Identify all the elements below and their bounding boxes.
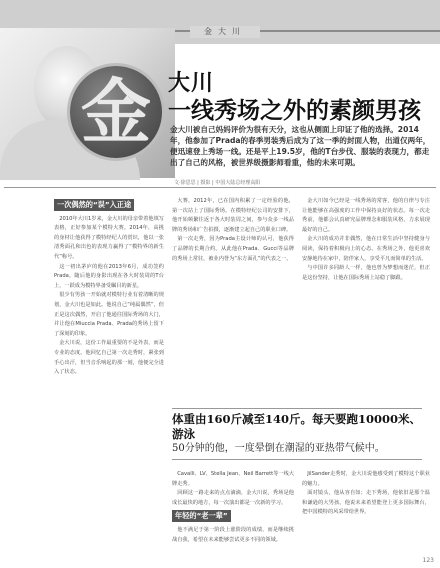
column-3-continued bbox=[302, 470, 430, 518]
pull-quote bbox=[172, 408, 422, 460]
headline-name: 大川 bbox=[168, 70, 215, 96]
paragraph: 很少有男孩一开始就对模特行业有着清晰的规划，金大川也是如此。他说自己“纯属偶然”，但正是这次偶然，开启了他通往国际秀场的大门，并让他在Miuccia Prada、Prada的秀场上留下了深刻的印象。 bbox=[54, 292, 164, 337]
paragraph: 这一初出茅庐的他在2013年6月，成功签约Prada。随后他的身影出现在各大时装周的T台上，一跃成为模特界备受瞩目的新星。 bbox=[54, 263, 164, 289]
paragraph: 金大川的成功并非偶然，他在日常生活中坚持健身与阅读，保持着积极向上的心态。在秀场之外，他更喜欢安静地待在家中，陪伴家人，享受平凡而简单的生活。 bbox=[302, 236, 430, 262]
column-3 bbox=[302, 197, 430, 283]
lead-paragraph: 金大川被自己妈妈评价为很有天分，这也从侧面上印证了他的选择。2014年，他参加了Prada的春季男装秀后成为了这一季的封面人物，出道仅两年，便迅速登上秀场一线。还是平上19.5岁，他的T台步伐、服装的表现力，都走出了自己的风格，被世界级摄影师看重，他的未来可期。 bbox=[170, 125, 431, 167]
paragraph: 与中国许多同龄人一样，他也曾为梦想而迷茫，但正是这份坚持，让他在国际秀场上站稳了脚跟。 bbox=[302, 265, 430, 281]
paragraph: Cavalli、LV、Stella Jean、Neil Barrett等一线大牌走秀。 bbox=[172, 471, 294, 487]
column-2-continued bbox=[172, 470, 294, 545]
pull-quote-line: 50分钟的他，一度晕倒在潮湿的亚热带气候中。 bbox=[172, 443, 385, 454]
paragraph: 面对镜头，他从容自如；走下秀场，他依旧是那个温和谦逊的大男孩。他说未来希望能登上更多国际舞台，把中国模特的风采带给世界。 bbox=[302, 490, 430, 516]
section-heading: 一次偶然的“误”入正途 bbox=[54, 199, 134, 211]
page-number: 123 bbox=[422, 557, 434, 564]
section-label: 金大川 bbox=[190, 26, 260, 38]
paragraph: 大赛，2012年，已在国内积累了一定经验的他，第一次站上了国际秀场。在模特经纪公司的安排下，他开始频繁往返于各大时装周之间，参与众多一线品牌的秀场和广告拍摄，逐渐建立起自己的职业口碑。 bbox=[172, 198, 294, 233]
paragraph: 金大川如今已经是一线秀场的常客，他的自律与专注让他能够在高强度的工作中保持良好的状态。每一次走秀前，他都会认真研究品牌理念和服装风格，力求展现最好的自己。 bbox=[302, 198, 430, 233]
paragraph: 他不满足于第一阶段上涨阶段的成绩，而是继续挑战自我，希望在未来能够尝试更多不同的领域。 bbox=[172, 526, 294, 543]
paragraph: 2010年大川1岁来，金大川的母亲带着他填写表格，正好参加某个模特大赛。2014年，高挑的身材让他获得了模特经纪人的赏识，他以一张清秀面孔和出色的表现力赢得了“模特界的新生代”称号。 bbox=[54, 215, 164, 260]
paragraph: 第一次走秀，因为Prada主设计师的认可，他获得了品牌的长期合约。从此他在Prada、Gucci等品牌的秀场上常驻，被业内誉为“东方面孔”的代表之一。 bbox=[172, 236, 294, 262]
byline: 文·徐思思 | 摄影 | 中国大陆总经理高阳 bbox=[174, 180, 261, 186]
paragraph: JilSander走秀时，金大川说他感受到了模特这个职业的魅力。 bbox=[302, 471, 430, 487]
hero-character: 金 bbox=[70, 66, 162, 158]
column-1 bbox=[54, 197, 164, 378]
paragraph: 金大川说，这份工作最重要的不是外表，而是专业的态度。他回忆自己第一次走秀时，紧张到手心出汗，但当音乐响起的那一刻，他便完全进入了状态。 bbox=[54, 340, 164, 376]
column-2 bbox=[172, 197, 294, 264]
headline-subtitle: 一线秀场之外的素颜男孩 bbox=[168, 97, 421, 124]
section-heading: 年轻的“老一辈” bbox=[172, 510, 231, 522]
pull-quote-line: 体重由160斤减至140斤。每天要跑10000米、游泳 bbox=[172, 412, 422, 441]
divider bbox=[4, 187, 436, 188]
paragraph: 回顾这一路走来的点点滴滴，金大川说，秀场是他成长最快的地方，每一次演出都是一次新的学习。 bbox=[172, 490, 294, 506]
